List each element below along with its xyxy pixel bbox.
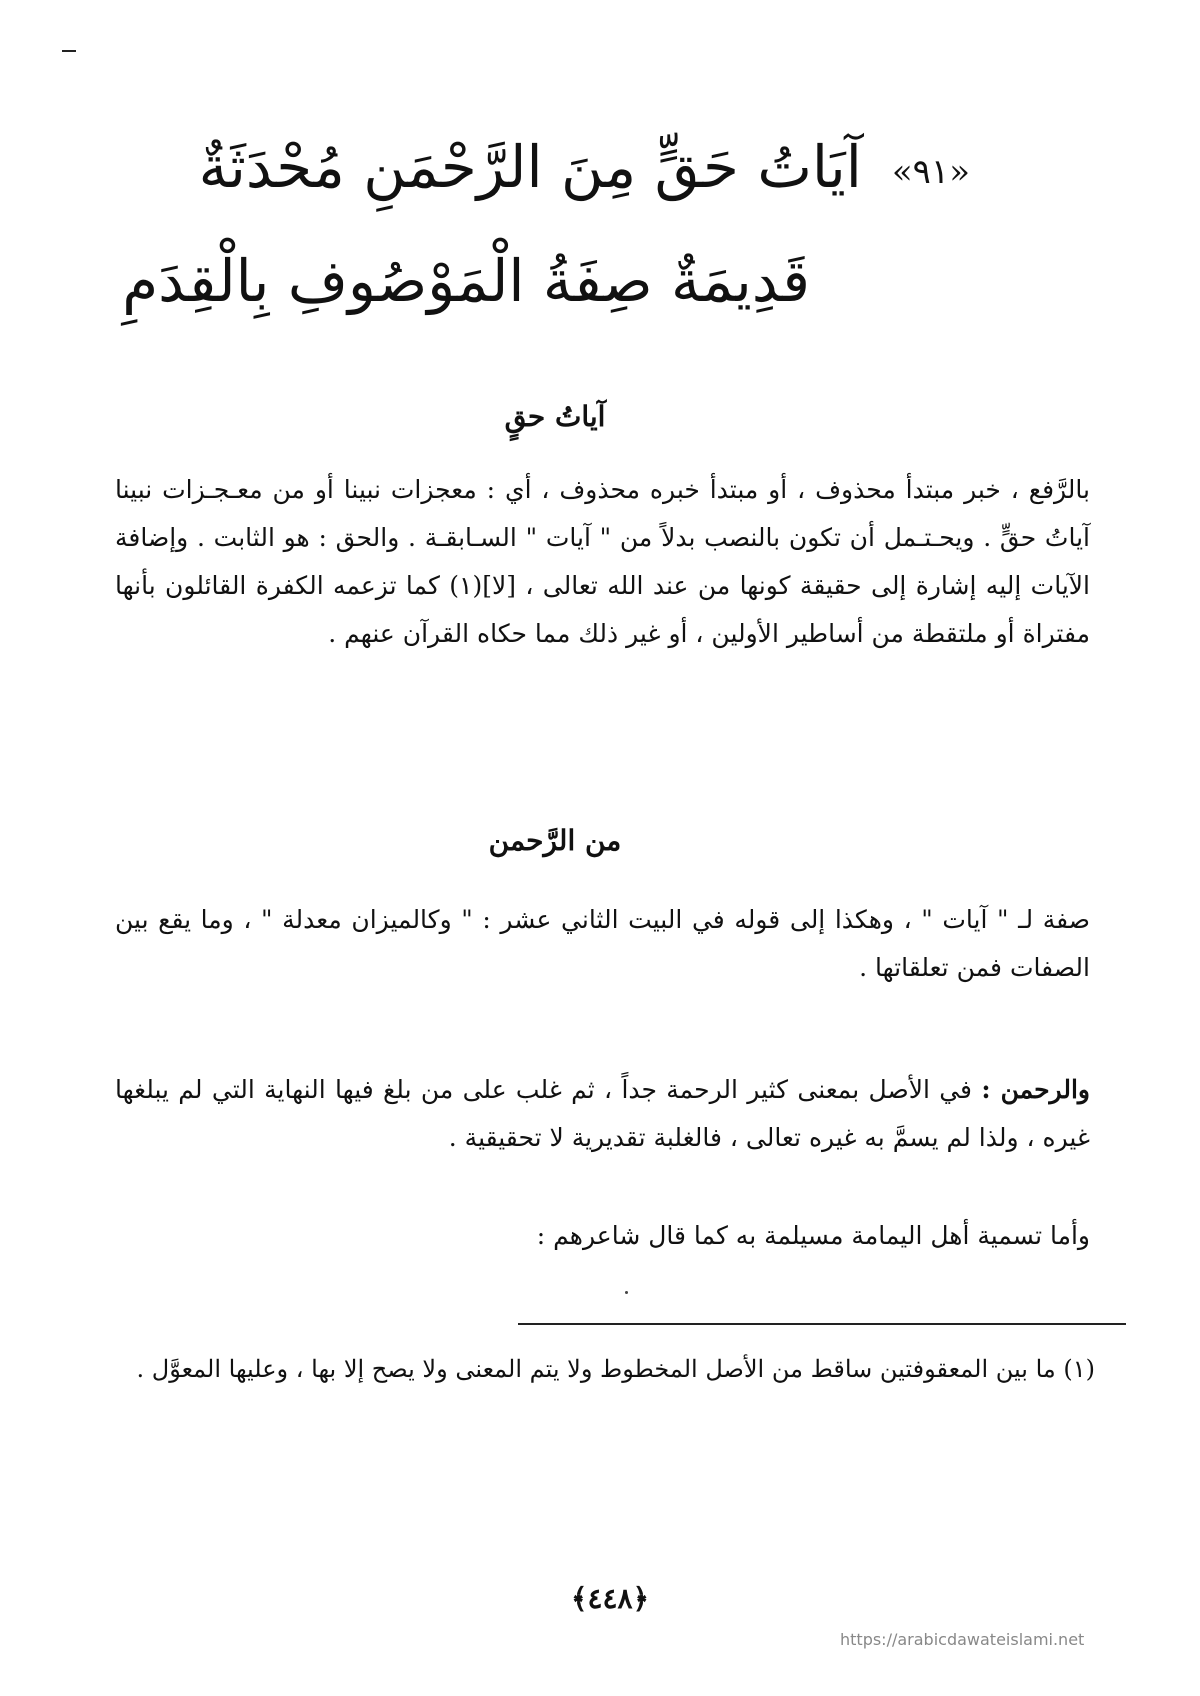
verse-line-1-text: آيَاتُ حَقٍّ مِنَ الرَّحْمَنِ مُحْدَثَةٌ (198, 133, 862, 201)
commentary-paragraph-2: صفة لـ " آيات " ، وهكذا إلى قوله في البيت الثاني عشر : " وكالميزان معدلة " ، وما يقع بين الصفات فمن تعلقاتها . (115, 905, 1090, 982)
verse-number: «٩١» (891, 151, 970, 192)
footnote: (١) ما بين المعقوفتين ساقط من الأصل المخطوط ولا يتم المعنى ولا يصح إلا بها ، وعليها المعوَّل . (136, 1355, 1095, 1383)
verse-line-2: قَدِيمَةٌ صِفَةُ الْمَوْصُوفِ بِالْقِدَمِ (122, 247, 810, 315)
paragraph-body: في الأصل بمعنى كثير الرحمة جداً ، ثم غلب على من بلغ فيها النهاية التي لم يبلغها غيره ، ولذا لم يسمَّ به غيره تعالى ، فالغلبة تقديرية لا تحقيقية . (115, 1075, 1090, 1152)
watermark-url: https://arabicdawateislami.net (840, 1630, 1085, 1649)
commentary-paragraph-1: بالرَّفع ، خبر مبتدأ محذوف ، أو مبتدأ خبره محذوف ، أي : معجزات نبينا أو من معـجـزات نبينا آياتُ حقٍّ . ويحـتـمل أن تكون بالنصب بدلاً من " آيات " السـابقـة . والحق : هو الثابت . وإضافة الآيات إليه إشارة إلى حقيقة كونها من عند الله تعالى ، [لا](١) كما تزعمه الكفرة القائلون بأنها مفتراة أو ملتقطة من أساطير الأولين ، أو غير ذلك مما حكاه القرآن عنهم . (115, 475, 1090, 648)
footnote-divider (518, 1323, 1126, 1325)
scan-speck (625, 1291, 628, 1294)
verse-line-1 (198, 133, 970, 201)
page-number: ﴿٤٤٨﴾ (571, 1582, 649, 1615)
section-heading-rahman: من الرَّحمن (488, 824, 622, 857)
paragraph-lead-term: والرحمن : (981, 1075, 1090, 1104)
commentary-paragraph-3 (115, 1066, 1090, 1162)
scan-mark (62, 50, 76, 52)
section-heading-ayat: آياتُ حقٍ (504, 400, 606, 433)
commentary-paragraph-4: وأما تسمية أهل اليمامة مسيلمة به كما قال شاعرهم : (536, 1221, 1090, 1250)
